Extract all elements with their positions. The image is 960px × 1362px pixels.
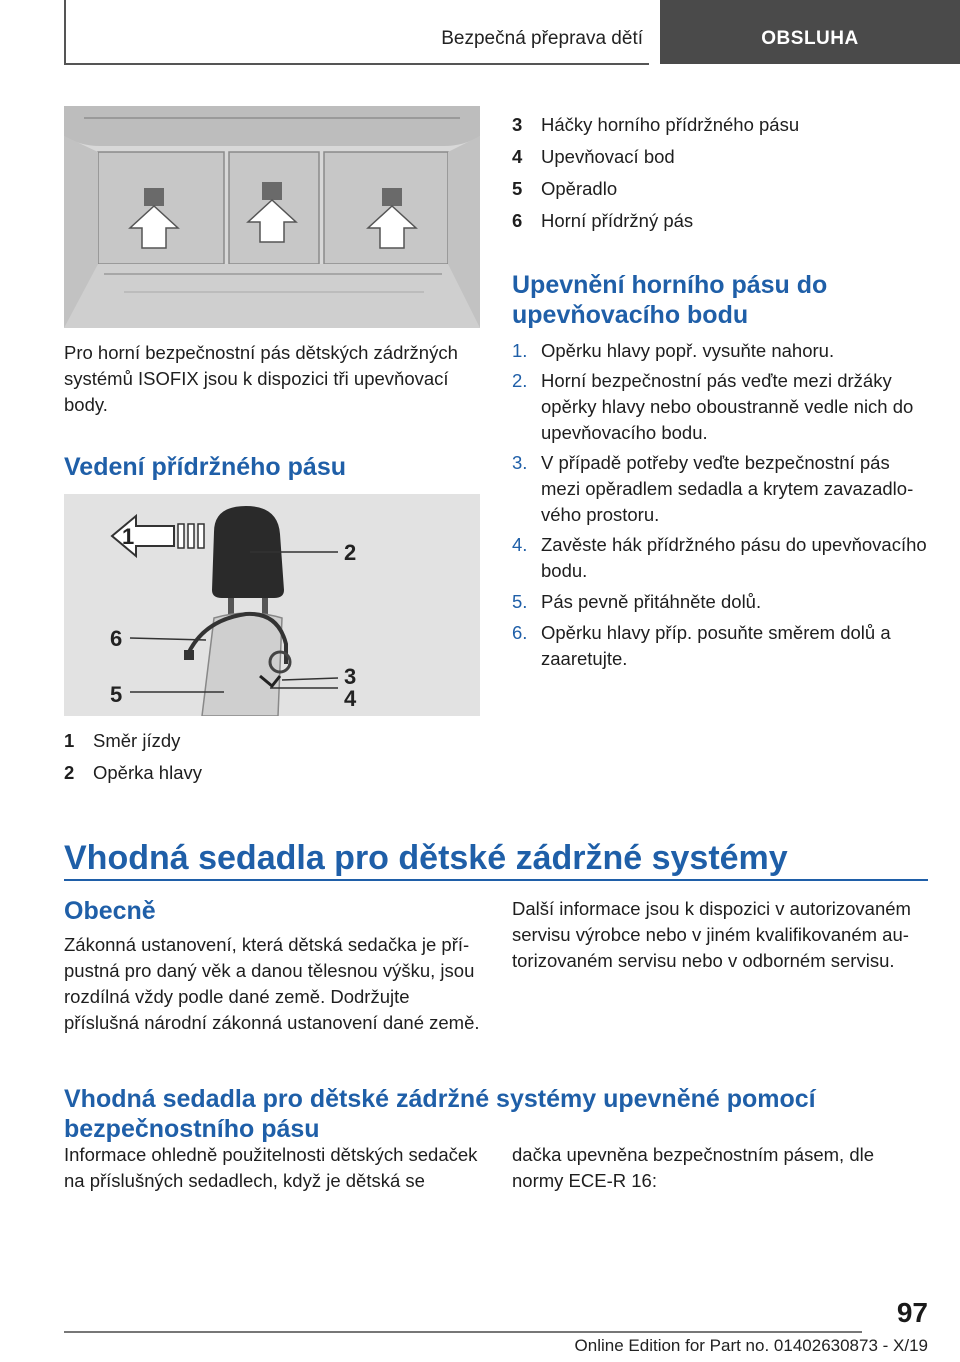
header-chapter-tab[interactable]: OBSLUHA xyxy=(660,0,960,64)
step-text: Horní bezpečnostní pás veďte mezi držáky opěrky hlavy nebo oboustranně vedle nich do upevňovacího bodu. xyxy=(541,370,914,443)
footer-edition: Online Edition for Part no. 01402630873 - X/19 xyxy=(574,1336,928,1355)
legend-text: Horní přídržný pás xyxy=(541,210,694,231)
legend-text: Háčky horního přídržného pásu xyxy=(541,114,800,135)
step-item xyxy=(512,589,932,615)
step-item xyxy=(512,532,932,584)
heading-vedeni: Vedení přídržného pásu xyxy=(64,453,346,481)
step-item xyxy=(512,620,932,672)
headrest-strap-illustration xyxy=(64,494,480,716)
trunk-anchor-figure xyxy=(64,106,480,328)
legend-item xyxy=(64,729,480,753)
step-text: Zavěste hák přídržného pásu do upevňovacího bodu. xyxy=(541,534,927,581)
page-number: 97 xyxy=(896,1297,928,1328)
legend-number: 3 xyxy=(512,114,523,135)
legend-number: 1 xyxy=(64,730,75,751)
obecne-paragraph: Zákonná ustanovení, která dětská sedačka je přípustná pro daný věk a danou tělesnou výšku, jsou rozdílná vždy podle dané země. Dodržujte příslušná národní zákonná ustanovení dané země. xyxy=(64,934,480,1033)
heading-obecne: Obecně xyxy=(64,897,156,925)
section-title: Vhodná sedadla pro dětské zádržné systémy xyxy=(64,839,788,877)
section-rule xyxy=(64,879,928,881)
step-number: 6. xyxy=(512,622,528,643)
callout-1: 1 xyxy=(122,524,135,549)
legend-number: 2 xyxy=(64,762,75,783)
legend-item xyxy=(512,209,928,233)
step-text: Opěrku hlavy příp. posuňte směrem dolů a zaaretujte. xyxy=(541,622,891,669)
header-bottom-rule xyxy=(64,63,649,65)
callout-5: 5 xyxy=(110,682,123,707)
info-right-paragraph: dačka upevněna bezpečnostním pásem, dle normy ECE-R 16: xyxy=(512,1144,875,1191)
step-item xyxy=(512,338,932,364)
header-left-rule xyxy=(64,0,66,64)
trunk-anchor-illustration xyxy=(64,106,480,328)
legend-text: Upevňovací bod xyxy=(541,146,675,167)
legend-text: Opěrka hlavy xyxy=(93,762,202,783)
legend-item xyxy=(512,177,928,201)
callout-4: 4 xyxy=(344,686,357,711)
legend-number: 4 xyxy=(512,146,523,167)
step-item xyxy=(512,368,932,446)
step-text: Pás pevně přitáhněte dolů. xyxy=(541,591,762,612)
subheading-line1: Vhodná sedadla pro dětské zádržné systémy upevněné pomocí xyxy=(64,1085,816,1113)
step-number: 5. xyxy=(512,591,528,612)
step-item xyxy=(512,450,932,528)
step-number: 1. xyxy=(512,340,528,361)
callout-2: 2 xyxy=(344,540,357,565)
legend-number: 6 xyxy=(512,210,523,231)
legend-item xyxy=(512,145,928,169)
step-number: 3. xyxy=(512,452,528,473)
callout-6: 6 xyxy=(110,626,123,651)
heading-upevneni-line2: upevňovacího bodu xyxy=(512,301,749,329)
callout-3: 3 xyxy=(344,664,357,689)
step-number: 2. xyxy=(512,370,528,391)
legend-item xyxy=(512,113,928,137)
legend-text: Směr jízdy xyxy=(93,730,181,751)
step-text: Opěrku hlavy popř. vysuňte nahoru. xyxy=(541,340,835,361)
subheading-line2: bezpečnostního pásu xyxy=(64,1115,320,1143)
heading-upevneni-line1: Upevnění horního pásu do xyxy=(512,271,828,299)
footer-rule xyxy=(64,1331,862,1333)
legend-text: Opěradlo xyxy=(541,178,618,199)
step-number: 4. xyxy=(512,534,528,555)
legend-number: 5 xyxy=(512,178,523,199)
header-section-title: Bezpečná přeprava dětí xyxy=(441,28,643,49)
legend-item xyxy=(64,761,480,785)
figure1-caption: Pro horní bezpečnostní pás dětských zádržných systémů ISOFIX jsou k dispozici tři upevňovací body. xyxy=(64,342,458,415)
info-left-paragraph: Informace ohledně použitelnosti dětských sedaček na příslušných sedadlech, když je dětská se xyxy=(64,1144,478,1191)
step-text: V případě potřeby veďte bezpečnostní pás mezi opěradlem sedadla a krytem zavazadlového prostoru. xyxy=(541,452,914,525)
headrest-strap-figure xyxy=(64,494,480,716)
dalsi-paragraph: Další informace jsou k dispozici v autorizovaném servisu výrobce nebo v jiném kvalifikovaném autorizovaném servisu nebo v odborném servisu. xyxy=(512,898,911,971)
